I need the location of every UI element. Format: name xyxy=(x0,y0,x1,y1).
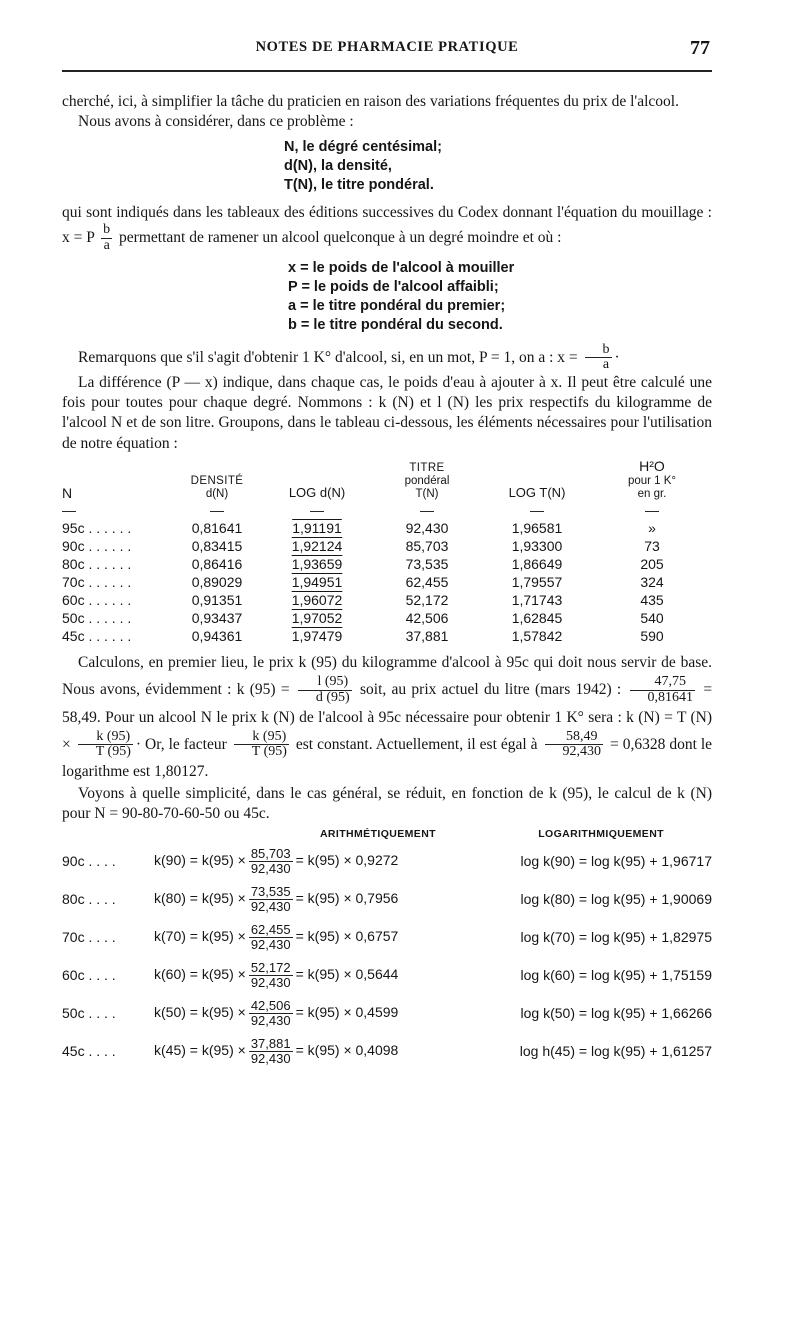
fraction-k95-t95 xyxy=(78,730,133,760)
text-fragment: 92,430 xyxy=(250,1050,291,1066)
text-fragment: 52,172 xyxy=(405,592,449,609)
text-fragment: 92,430 xyxy=(250,1012,291,1028)
text-fragment: k(50) = k(95) × xyxy=(154,1003,246,1020)
text-fragment: 52,172 xyxy=(250,959,291,975)
fraction xyxy=(249,999,293,1027)
text-fragment: k (95) xyxy=(252,728,287,744)
text-fragment: = k(95) × 0,4098 xyxy=(295,1041,399,1058)
variable-weight-title: T(N), le titre pondéral. xyxy=(284,176,434,193)
text-fragment: 92,430 xyxy=(250,898,291,914)
text-fragment: 47,75 xyxy=(654,674,687,690)
header-rule xyxy=(62,70,712,72)
text-fragment: = k(95) × 0,5644 xyxy=(295,965,399,982)
text-fragment: 50c . . . . . . xyxy=(62,610,132,627)
fraction-b-over-a-2 xyxy=(585,343,612,373)
text-fragment: T(N) xyxy=(415,488,439,501)
text-fragment: DENSITÉ xyxy=(190,474,244,487)
text-fragment: a xyxy=(101,238,112,254)
text-fragment: log h(45) = log k(95) + 1,61257 xyxy=(519,1042,712,1059)
text-fragment: 1,97479 xyxy=(291,628,343,645)
text-fragment: 0,86416 xyxy=(191,556,243,573)
fraction-l95-d95 xyxy=(298,675,352,705)
variable-density: d(N), la densité, xyxy=(284,158,392,175)
paragraph-equation xyxy=(62,203,712,254)
text-fragment: pondéral xyxy=(404,474,450,487)
text-fragment: = 0,6328 dont le logarithme est 1,80127. xyxy=(62,735,713,781)
fraction xyxy=(249,885,293,913)
text-fragment: en gr. xyxy=(637,488,667,501)
text-fragment: l (95) xyxy=(317,674,349,690)
paragraph-calculation xyxy=(62,651,712,784)
text-fragment: k(80) = k(95) × xyxy=(154,889,246,906)
text-fragment: log k(80) = log k(95) + 1,90069 xyxy=(520,890,712,907)
table-row xyxy=(62,573,712,591)
definitions-list xyxy=(62,259,712,334)
text-fragment: 1,71743 xyxy=(511,592,563,609)
text-fragment: = k(95) × 0,6757 xyxy=(295,927,399,944)
text-fragment: log k(90) = log k(95) + 1,96717 xyxy=(520,852,712,869)
paragraph-difference: La différence (P — x) indique, dans chaque cas, le poids d'eau à ajouter à x. Il peut être calculé une fois pour toutes pour chaque degré. Nommons : k (N) et l (N) les prix respectifs du kilogramme de l'alcool N et de son litre. Groupons, dans le tableau ci-dessous, les éléments nécessaires pour l'utilisation de notre équation : xyxy=(62,374,712,452)
text-fragment: 1,86649 xyxy=(511,556,563,573)
text-fragment: soit, au prix actuel du litre (mars 1942) : xyxy=(360,681,622,699)
text-fragment: 70c . . . . . . xyxy=(62,574,132,591)
fraction-k95-t95-2 xyxy=(234,730,289,760)
text-fragment: » xyxy=(648,520,656,537)
text-fragment: = k(95) × 0,7956 xyxy=(295,889,399,906)
calc-row xyxy=(62,842,712,880)
text-fragment: T (95) xyxy=(78,744,133,760)
table-dash-row xyxy=(62,501,712,519)
text-fragment: Remarquons que s'il s'agit d'obtenir 1 K° d'alcool, si, en un mot, P = 1, on a : x = xyxy=(78,348,578,366)
fraction-price-density xyxy=(630,675,696,705)
variables-list xyxy=(62,138,712,195)
text-fragment: 1,96072 xyxy=(291,592,343,609)
heading-logarithmic: LOGARITHMIQUEMENT xyxy=(538,828,664,841)
running-title: NOTES DE PHARMACIE PRATIQUE xyxy=(255,39,519,55)
text-fragment: k(45) = k(95) × xyxy=(154,1041,246,1058)
text-fragment: k (95) xyxy=(96,728,131,744)
text-fragment: 0,81641 xyxy=(191,520,243,537)
text-fragment: b xyxy=(103,221,111,237)
text-fragment: = k(95) × 0,4599 xyxy=(295,1003,399,1020)
text-fragment: 42,506 xyxy=(250,997,291,1013)
text-fragment: 90c . . . . xyxy=(62,852,116,869)
text-fragment: permettant de ramener un alcool quelconque à un degré moindre et où : xyxy=(119,228,562,246)
table-row xyxy=(62,519,712,537)
paragraph-simplicity: Voyons à quelle simplicité, dans le cas général, se réduit, en fonction de k (95), le calcul de k (N) pour N = 90-80-70-60-50 ou 45c. xyxy=(62,785,712,823)
text-fragment: 85,703 xyxy=(405,538,449,555)
text-fragment: 37,881 xyxy=(250,1035,291,1051)
text-fragment: — xyxy=(420,502,434,519)
page-number: 77 xyxy=(690,37,710,59)
text-fragment: 45c . . . . . . xyxy=(62,628,132,645)
definition-x: x = le poids de l'alcool à mouiller xyxy=(288,260,515,277)
calc-row xyxy=(62,956,712,994)
text-fragment: 50c . . . . xyxy=(62,1004,116,1021)
table-row xyxy=(62,555,712,573)
text-fragment: 0,81641 xyxy=(630,690,696,706)
text-fragment: qui sont indiqués dans les tableaux des éditions successives du Codex donnant l'équation du mouillage : x = P xyxy=(62,203,712,246)
text-fragment: 45c . . . . xyxy=(62,1042,116,1059)
text-fragment: 1,91191 xyxy=(292,520,342,537)
fraction xyxy=(249,961,293,989)
text-fragment: 540 xyxy=(640,610,664,627)
calc-headings xyxy=(62,828,712,842)
text-fragment: — xyxy=(210,502,224,519)
definition-p: P = le poids de l'alcool affaibli; xyxy=(288,279,499,296)
text-fragment: k(60) = k(95) × xyxy=(154,965,246,982)
text-fragment: 1,94951 xyxy=(291,574,343,591)
table-row xyxy=(62,591,712,609)
text-fragment: 60c . . . . . . xyxy=(62,592,132,609)
fraction xyxy=(249,1037,293,1065)
table-header-row xyxy=(62,458,712,502)
text-fragment: pour 1 K° xyxy=(627,474,677,487)
text-fragment: 62,455 xyxy=(250,921,291,937)
col-densite xyxy=(172,458,262,502)
text-fragment: 70c . . . . xyxy=(62,928,116,945)
text-fragment: 73 xyxy=(644,538,660,555)
text-fragment: 1,93300 xyxy=(511,538,563,555)
text-fragment: 1,92124 xyxy=(291,538,343,555)
text-fragment: log k(50) = log k(95) + 1,66266 xyxy=(520,1004,712,1021)
text-fragment: b xyxy=(602,341,610,357)
page-header xyxy=(62,36,712,62)
text-fragment: 1,57842 xyxy=(511,628,563,645)
table-row xyxy=(62,627,712,645)
calc-row xyxy=(62,880,712,918)
text-fragment: — xyxy=(530,502,544,519)
calc-rows xyxy=(62,842,712,1070)
calc-row xyxy=(62,1032,712,1070)
text-fragment: 1,93659 xyxy=(291,556,343,573)
text-fragment: k(70) = k(95) × xyxy=(154,927,246,944)
text-fragment: 92,430 xyxy=(545,744,604,760)
text-fragment: 92,430 xyxy=(250,936,291,952)
text-fragment: TITRE xyxy=(409,461,445,474)
text-fragment: 80c . . . . . . xyxy=(62,556,132,573)
text-fragment: est constant. Actuellement, il est égal à xyxy=(295,735,538,753)
text-fragment: 1,97052 xyxy=(291,610,343,627)
fraction-5849-92430 xyxy=(545,730,604,760)
text-fragment: 435 xyxy=(640,592,664,609)
text-fragment: — xyxy=(62,502,76,519)
text-fragment: 0,89029 xyxy=(191,574,243,591)
paragraph-remark xyxy=(62,343,712,373)
text-fragment: 0,91351 xyxy=(191,592,243,609)
text-fragment: log k(60) = log k(95) + 1,75159 xyxy=(520,966,712,983)
text-fragment: · Or, le facteur xyxy=(135,735,227,753)
definition-b: b = le titre pondéral du second. xyxy=(288,316,503,333)
paragraph-problem: Nous avons à considérer, dans ce problème : xyxy=(78,113,354,131)
fraction xyxy=(249,847,293,875)
text-fragment: k(90) = k(95) × xyxy=(154,851,246,868)
text-fragment: H²O xyxy=(639,457,665,474)
text-fragment: 90c . . . . . . xyxy=(62,538,132,555)
col-h2o xyxy=(592,458,712,502)
fraction-b-over-a xyxy=(101,223,112,253)
text-fragment: = 58,49. Pour un alcool N le prix k (N) de l'alcool à 95c nécessaire pour obtenir 1 K° sera : k (N) = T (N) × xyxy=(62,681,713,753)
col-n: N xyxy=(62,485,73,502)
article-body xyxy=(62,92,712,1070)
table-row xyxy=(62,537,712,555)
text-fragment: 37,881 xyxy=(405,628,449,645)
text-fragment: — xyxy=(310,502,324,519)
text-fragment: 324 xyxy=(640,574,664,591)
text-fragment: 1,96581 xyxy=(511,520,563,537)
text-fragment: log k(70) = log k(95) + 1,82975 xyxy=(520,928,712,945)
text-fragment: · xyxy=(614,348,620,366)
text-fragment: 92,430 xyxy=(250,974,291,990)
text-fragment: 92,430 xyxy=(250,860,291,876)
definition-a: a = le titre pondéral du premier; xyxy=(288,298,506,315)
calc-row xyxy=(62,994,712,1032)
text-fragment: d(N) xyxy=(205,488,229,501)
text-fragment: 0,93437 xyxy=(191,610,243,627)
text-fragment: 1,62845 xyxy=(511,610,563,627)
col-log-t: LOG T(N) xyxy=(508,485,566,501)
text-fragment: 92,430 xyxy=(405,520,449,537)
text-fragment: 58,49 xyxy=(566,728,598,744)
text-fragment: = k(95) × 0,9272 xyxy=(295,851,399,868)
fraction xyxy=(249,923,293,951)
text-fragment: 0,94361 xyxy=(191,628,243,645)
text-fragment: 95c . . . . . . xyxy=(62,520,132,537)
text-fragment: 80c . . . . xyxy=(62,890,116,907)
text-fragment: 1,79557 xyxy=(511,574,563,591)
text-fragment: 62,455 xyxy=(405,574,449,591)
text-fragment: d (95) xyxy=(298,690,352,706)
text-fragment: 205 xyxy=(640,556,664,573)
text-fragment: 73,535 xyxy=(405,556,449,573)
calc-row xyxy=(62,918,712,956)
text-fragment: 60c . . . . xyxy=(62,966,116,983)
text-fragment: T (95) xyxy=(234,744,289,760)
text-fragment: 85,703 xyxy=(250,845,291,861)
heading-arithmetic: ARITHMÉTIQUEMENT xyxy=(319,828,436,841)
alcohol-table xyxy=(62,458,712,646)
text-fragment: Calculons, en premier lieu, le prix k (95) du kilogramme d'alcool à 95c qui doit nous servir de base. Nous avons, évidemment : k (95) = xyxy=(62,654,712,699)
col-titre xyxy=(372,458,482,502)
variable-degree: N, le dégré centésimal; xyxy=(284,139,442,156)
paragraph-intro: cherché, ici, à simplifier la tâche du praticien en raison des variations fréquentes du prix de l'alcool. xyxy=(62,93,679,110)
text-fragment: 73,535 xyxy=(250,883,291,899)
col-log-d: LOG d(N) xyxy=(288,485,346,501)
text-fragment: 0,83415 xyxy=(191,538,243,555)
text-fragment: a xyxy=(585,357,612,373)
text-fragment: 42,506 xyxy=(405,610,449,627)
text-fragment: — xyxy=(645,502,659,519)
text-fragment: 590 xyxy=(640,628,664,645)
table-row xyxy=(62,609,712,627)
